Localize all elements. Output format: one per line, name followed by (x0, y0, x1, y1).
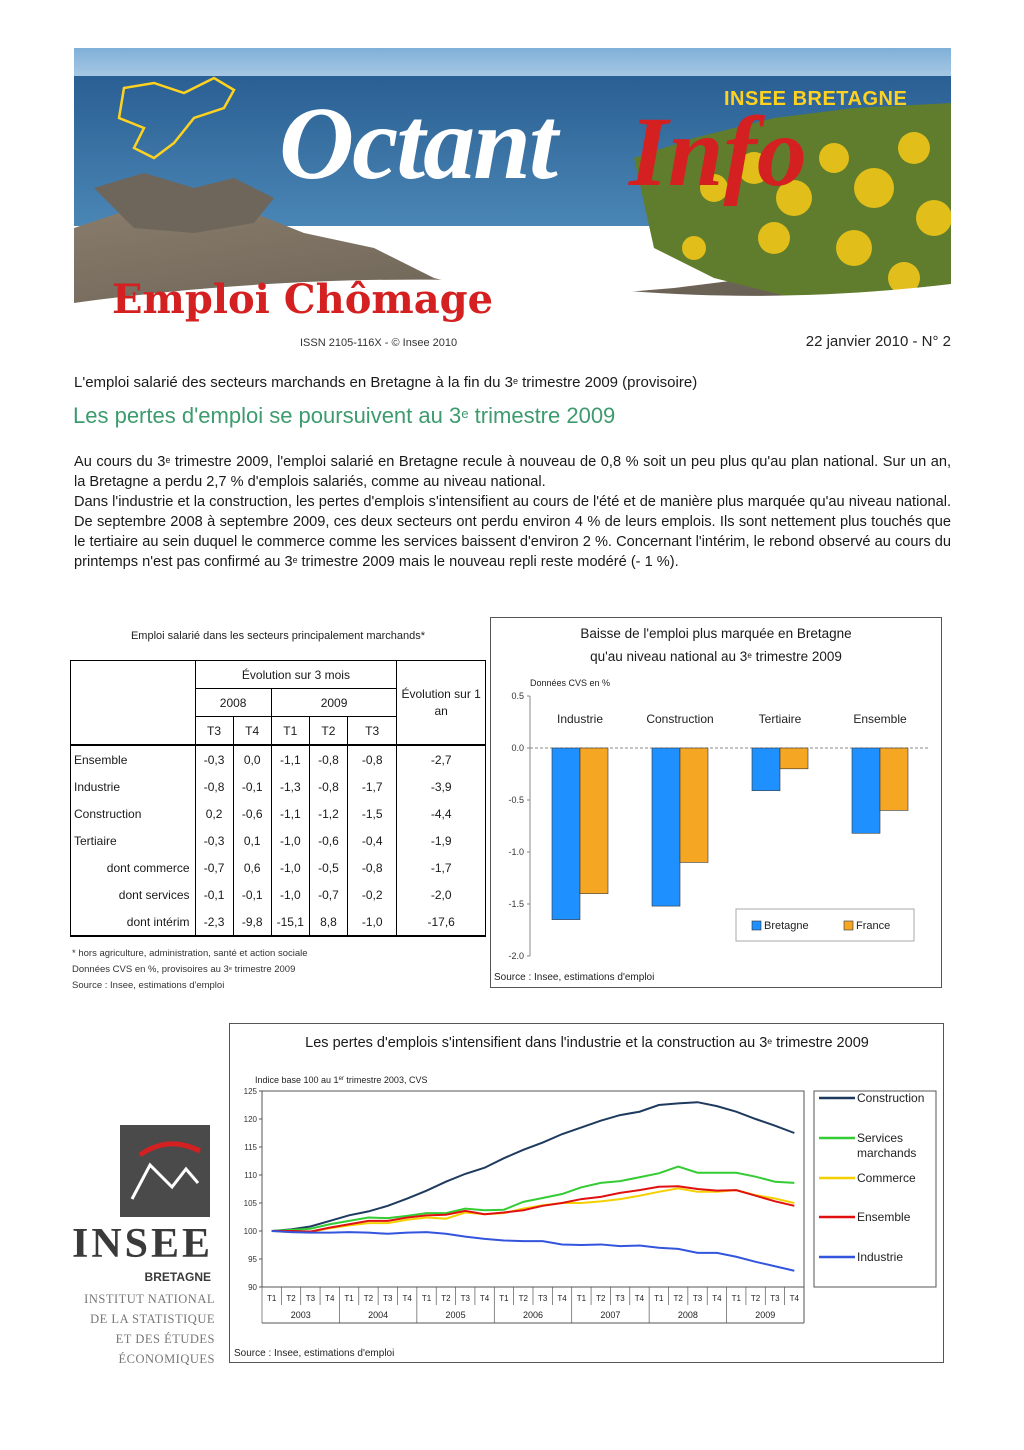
bar-france (780, 748, 808, 769)
table-cell: -0,8 (348, 854, 397, 881)
table-row (71, 827, 486, 854)
table-note: * hors agriculture, administration, santé et action sociale (72, 948, 308, 959)
x-quarter-label: T2 (518, 1294, 528, 1303)
header-evol-1y: Évolution sur 1 an (397, 661, 486, 746)
bar-france (680, 748, 708, 862)
x-quarter-label: T1 (344, 1294, 354, 1303)
x-quarter-label: T1 (267, 1294, 277, 1303)
row-label: dont intérim (71, 908, 196, 936)
line-commerce (272, 1188, 795, 1232)
bar-bretagne (552, 748, 580, 920)
row-label: Tertiaire (71, 827, 196, 854)
table-cell: -1,2 (309, 800, 347, 827)
row-label: Industrie (71, 773, 196, 800)
row-label: dont services (71, 881, 196, 908)
theme-title: Emploi Chômage (112, 276, 494, 323)
table-cell: -15,1 (271, 908, 309, 936)
table-cell-year: -1,7 (397, 854, 486, 881)
table-cell: -0,6 (309, 827, 347, 854)
table-row (71, 773, 486, 800)
table-cell: -9,8 (233, 908, 271, 936)
line-industrie (272, 1231, 795, 1271)
table-cell: -0,6 (233, 800, 271, 827)
x-quarter-label: T3 (692, 1294, 703, 1303)
x-quarter-label: T4 (479, 1294, 490, 1303)
x-quarter-label: T3 (615, 1294, 625, 1303)
x-quarter-label: T1 (731, 1294, 741, 1303)
table-cell: -0,1 (195, 881, 233, 908)
table-cell: 0,1 (233, 827, 271, 854)
x-quarter-label: T4 (634, 1294, 645, 1303)
x-quarter-label: T4 (325, 1294, 335, 1303)
header-banner (74, 48, 951, 330)
x-quarter-label: T3 (460, 1294, 470, 1303)
legend-label: Ensemble (857, 1210, 911, 1224)
issn: ISSN 2105-116X - © Insee 2010 (300, 337, 458, 349)
article-body (74, 452, 951, 572)
bar-france (580, 748, 608, 894)
x-quarter-label: T2 (441, 1294, 451, 1303)
line-chart-title: Les pertes d'emplois s'intensifient dans l'industrie et la construction au 3e trimestre 2009 (305, 1035, 869, 1051)
bar-source: Source : Insee, estimations d'emploi (494, 972, 655, 983)
x-quarter-label: T2 (596, 1294, 606, 1303)
table-row (71, 800, 486, 827)
brand-label: INSEE BRETAGNE (724, 88, 908, 110)
legend-swatch (844, 921, 853, 930)
header-quarter: T1 (271, 717, 309, 746)
x-quarter-label: T3 (770, 1294, 780, 1303)
article-subtitle: L'emploi salarié des secteurs marchands en Bretagne à la fin du 3e trimestre 2009 (provisoire) (74, 374, 698, 391)
table-cell: -0,3 (195, 745, 233, 773)
insee-region: BRETAGNE (144, 1270, 211, 1284)
legend-swatch (752, 921, 761, 930)
insee-emblem-icon (120, 1125, 210, 1217)
table-row (71, 745, 486, 773)
paragraph-1: Au cours du 3e trimestre 2009, l'emploi salarié en Bretagne recule à nouveau de 0,8 % soit un peu plus qu'au plan national. Sur un an, la Bretagne a perdu 2,7 % d'emplois salariés, comme au niveau national. (74, 454, 951, 490)
insee-line: INSTITUT NATIONAL (84, 1292, 215, 1306)
insee-logo (70, 1120, 215, 1375)
table-cell: -0,2 (348, 881, 397, 908)
table-cell: 8,8 (309, 908, 347, 936)
x-year-label: 2009 (755, 1310, 776, 1320)
x-quarter-label: T4 (712, 1294, 722, 1303)
legend-label: Services marchands (857, 1131, 917, 1160)
table-cell: -0,7 (309, 881, 347, 908)
line-ytick-label: 90 (248, 1283, 257, 1292)
table-cell-year: -1,9 (397, 827, 486, 854)
legend-label: Commerce (857, 1171, 916, 1185)
bar-ytick-label: -0.5 (508, 795, 524, 805)
table-note: Données CVS en %, provisoires au 3e trimestre 2009 (72, 964, 296, 975)
table-cell: -0,1 (233, 881, 271, 908)
x-quarter-label: T2 (750, 1294, 761, 1303)
table-cell: 0,6 (233, 854, 271, 881)
line-services-marchands (272, 1167, 795, 1231)
table-cell-year: -2,0 (397, 881, 486, 908)
table-row (71, 881, 486, 908)
x-year-label: 2003 (290, 1310, 311, 1320)
bar-category-label: Tertiaire (758, 712, 802, 727)
legend-label: Bretagne (764, 920, 809, 932)
header-2009: 2009 (271, 689, 397, 717)
bar-chart (490, 670, 942, 988)
line-chart (229, 1065, 944, 1363)
insee-line: ÉCONOMIQUES (118, 1352, 215, 1366)
header-quarter: T3 (348, 717, 397, 746)
paragraph-2: Dans l'industrie et la construction, les pertes d'emplois s'intensifient au cours de l'été et de manière plus marquée qu'au niveau national. De septembre 2008 à septembre 2009, ces deux secteurs ont perdu environ 4 % de leurs emplois. Ils sont nettement plus touchés que le tertiaire au sein duquel le commerce comme les services baissent d'environ 2 %. Concernant l'intérim, le rebond observé au cours du printemps n'est pas confirmé au 3e trimestre 2009 mais le nouveau repli reste modéré (- 1 %). (74, 494, 951, 570)
issue-date: 22 janvier 2010 - N° 2 (805, 333, 951, 350)
line-source: Source : Insee, estimations d'emploi (234, 1348, 395, 1359)
line-ytick-label: 125 (243, 1087, 257, 1096)
legend-label: Construction (857, 1091, 925, 1105)
table-cell: -0,8 (348, 745, 397, 773)
line-ytick-label: 120 (243, 1115, 257, 1124)
legend-label: France (856, 920, 891, 932)
table-cell: 0,2 (195, 800, 233, 827)
table-cell: -1,0 (271, 881, 309, 908)
table-cell: -0,1 (233, 773, 271, 800)
table-cell: -0,5 (309, 854, 347, 881)
x-quarter-label: T4 (789, 1294, 799, 1303)
bar-category-label: Construction (646, 712, 714, 727)
x-quarter-label: T3 (383, 1294, 393, 1303)
table-source: Source : Insee, estimations d'emploi (72, 980, 225, 991)
x-quarter-label: T3 (538, 1294, 548, 1303)
bar-legend (736, 909, 914, 941)
table-cell: -0,3 (195, 827, 233, 854)
line-ytick-label: 95 (248, 1255, 257, 1264)
table-cell: -1,1 (271, 745, 309, 773)
x-quarter-label: T4 (557, 1294, 567, 1303)
bar-france (880, 748, 908, 810)
table-row (71, 854, 486, 881)
bar-category-label: Industrie (556, 712, 604, 727)
x-quarter-label: T4 (402, 1294, 412, 1303)
insee-line: ET DES ÉTUDES (115, 1332, 215, 1346)
row-label: Construction (71, 800, 196, 827)
header-2008: 2008 (195, 689, 271, 717)
x-quarter-label: T1 (421, 1294, 432, 1303)
table-cell: -0,8 (309, 745, 347, 773)
table-cell: -1,5 (348, 800, 397, 827)
header-quarter: T3 (195, 717, 233, 746)
table-cell-year: -4,4 (397, 800, 486, 827)
bar-ytick-label: 0.5 (511, 691, 524, 701)
bar-bretagne (852, 748, 880, 833)
line-plot-area (262, 1091, 804, 1287)
x-quarter-label: T1 (654, 1294, 664, 1303)
insee-line: DE LA STATISTIQUE (90, 1312, 215, 1326)
header-quarter: T2 (309, 717, 347, 746)
x-quarter-label: T2 (673, 1294, 683, 1303)
bar-ytick-label: -1.0 (508, 847, 524, 857)
table-title: Emploi salarié dans les secteurs principalement marchands* (130, 630, 426, 642)
table-row (71, 908, 486, 936)
bar-bretagne (652, 748, 680, 906)
bar-ylabel: Données CVS en % (530, 678, 611, 688)
table-cell-year: -3,9 (397, 773, 486, 800)
x-quarter-label: T3 (305, 1294, 316, 1303)
header-evol-3m: Évolution sur 3 mois (195, 661, 397, 689)
line-construction (272, 1102, 795, 1231)
line-ytick-label: 100 (243, 1227, 257, 1236)
table-cell: -2,3 (195, 908, 233, 936)
x-year-label: 2007 (600, 1310, 621, 1320)
x-year-label: 2006 (522, 1310, 544, 1320)
bar-chart-title: Baisse de l'emploi plus marquée en Bretagne qu'au niveau national au 3e trimestre 2009 (580, 626, 852, 664)
table-cell: -1,0 (348, 908, 397, 936)
x-quarter-label: T2 (363, 1294, 374, 1303)
table-cell: -0,4 (348, 827, 397, 854)
line-legend (814, 1091, 936, 1287)
bar-ytick-label: 0.0 (511, 743, 524, 753)
x-year-label: 2004 (368, 1310, 389, 1320)
bar-bretagne (752, 748, 780, 791)
line-ensemble (272, 1186, 795, 1231)
bar-category-label: Ensemble (853, 712, 907, 727)
x-quarter-label: T1 (499, 1294, 509, 1303)
bar-ytick-label: -1.5 (508, 899, 524, 909)
table-cell-year: -17,6 (397, 908, 486, 936)
legend-label: Industrie (857, 1250, 904, 1264)
table-cell: -0,8 (309, 773, 347, 800)
table-cell: -0,7 (195, 854, 233, 881)
line-ytick-label: 105 (243, 1199, 257, 1208)
table-cell: -1,3 (271, 773, 309, 800)
line-ytick-label: 115 (244, 1143, 257, 1152)
table-cell: -0,8 (195, 773, 233, 800)
header-quarter: T4 (233, 717, 271, 746)
article-headline: Les pertes d'emploi se poursuivent au 3e trimestre 2009 (73, 403, 616, 428)
line-ytick-label: 110 (244, 1171, 257, 1180)
table-cell: -1,7 (348, 773, 397, 800)
line-ylabel: Indice base 100 au 1er trimestre 2003, CVS (255, 1075, 428, 1085)
row-label: dont commerce (71, 854, 196, 881)
table-cell: -1,0 (271, 854, 309, 881)
insee-name: INSEE (72, 1221, 214, 1267)
table-cell: -1,0 (271, 827, 309, 854)
x-year-label: 2005 (445, 1310, 466, 1320)
bar-ytick-label: -2.0 (508, 951, 524, 961)
table-cell: -1,1 (271, 800, 309, 827)
publication-subtitle: Info (629, 96, 807, 207)
table-cell: 0,0 (233, 745, 271, 773)
x-quarter-label: T1 (576, 1294, 587, 1303)
employment-table (70, 660, 486, 937)
table-cell-year: -2,7 (397, 745, 486, 773)
publication-title: Octant (279, 86, 556, 201)
row-label: Ensemble (71, 745, 196, 773)
x-year-label: 2008 (677, 1310, 698, 1320)
x-quarter-label: T2 (286, 1294, 296, 1303)
